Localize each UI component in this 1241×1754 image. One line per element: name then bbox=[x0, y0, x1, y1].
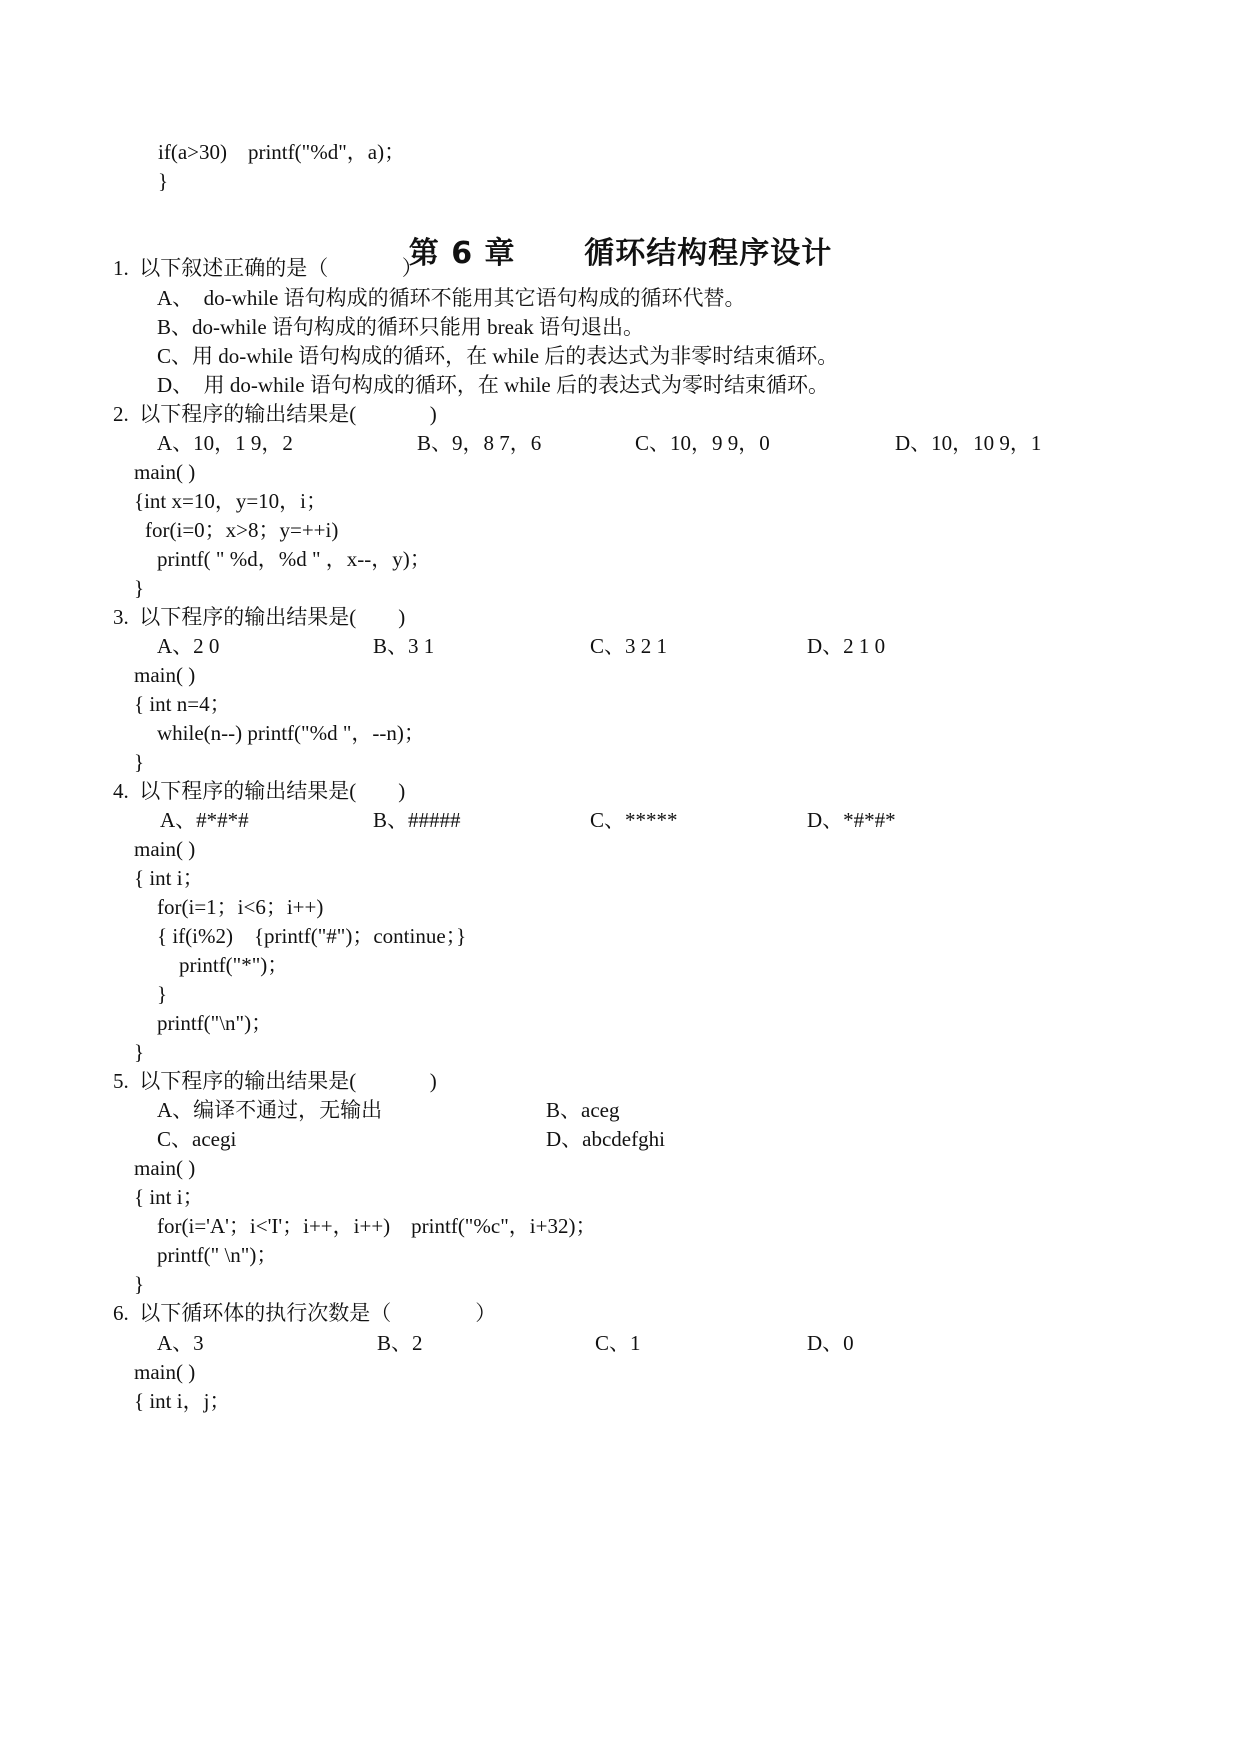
question-1-option-b: B、do-while 语句构成的循环只能用 break 语句退出。 bbox=[157, 315, 645, 339]
question-6-option-d: D、0 bbox=[807, 1331, 854, 1355]
question-3-code-line: { int n=4； bbox=[134, 692, 231, 716]
question-6-option-c: C、1 bbox=[595, 1331, 641, 1355]
question-2-code-line: {int x=10，y=10，i； bbox=[134, 489, 328, 513]
question-4-option-c: C、***** bbox=[590, 808, 678, 832]
question-2-option-b: B、9，8 7，6 bbox=[417, 431, 542, 455]
question-4-code-line: } bbox=[157, 982, 168, 1006]
question-4-code-line: } bbox=[134, 1040, 145, 1064]
question-4-code-line: printf("*")； bbox=[179, 953, 289, 977]
question-4-code-line: printf("\n")； bbox=[157, 1011, 273, 1035]
question-6-code-line: main( ) bbox=[134, 1360, 196, 1384]
question-4-code-line: { if(i%2) {printf("#")；continue；} bbox=[157, 924, 467, 948]
question-4-code-line: main( ) bbox=[134, 837, 196, 861]
question-6-stem: 6. 以下循环体的执行次数是（ ） bbox=[113, 1301, 497, 1325]
question-2-code-line: main( ) bbox=[134, 460, 196, 484]
question-1-stem: 1. 以下叙述正确的是（ ） bbox=[113, 256, 423, 280]
question-2-code-line: for(i=0；x>8；y=++i) bbox=[145, 518, 339, 542]
question-2-code-line: printf( " %d，%d " ，x--，y)； bbox=[157, 547, 431, 571]
question-5-option-b: B、aceg bbox=[546, 1098, 620, 1122]
question-4-code-line: for(i=1；i<6；i++) bbox=[157, 895, 324, 919]
question-1-option-d: D、 用 do-while 语句构成的循环，在 while 后的表达式为零时结束循环。 bbox=[157, 373, 829, 397]
question-4-option-d: D、*#*#* bbox=[807, 808, 896, 832]
question-3-code-line: } bbox=[134, 750, 145, 774]
question-5-code-line: } bbox=[134, 1272, 145, 1296]
question-3-stem: 3. 以下程序的输出结果是( ) bbox=[113, 605, 406, 629]
question-5-code-line: printf(" \n")； bbox=[157, 1243, 278, 1267]
question-3-option-a: A、2 0 bbox=[157, 634, 220, 658]
question-5-stem: 5. 以下程序的输出结果是( ) bbox=[113, 1069, 437, 1093]
question-5-option-c: C、acegi bbox=[157, 1127, 237, 1151]
question-5-code-line: { int i； bbox=[134, 1185, 204, 1209]
question-6-option-a: A、3 bbox=[157, 1331, 204, 1355]
chapter-title: 第 6 章 循环结构程序设计 bbox=[408, 236, 833, 271]
question-3-code-line: main( ) bbox=[134, 663, 196, 687]
question-3-code-line: while(n--) printf("%d "，--n)； bbox=[157, 721, 425, 745]
question-2-option-a: A、10，1 9，2 bbox=[157, 431, 293, 455]
question-4-option-a: A、#*#*# bbox=[160, 808, 249, 832]
question-5-option-a: A、编译不通过，无输出 bbox=[157, 1098, 383, 1122]
question-2-option-c: C、10，9 9，0 bbox=[635, 431, 770, 455]
question-5-code-line: main( ) bbox=[134, 1156, 196, 1180]
question-2-code-line: } bbox=[134, 576, 145, 600]
question-6-option-b: B、2 bbox=[377, 1331, 423, 1355]
question-3-option-d: D、2 1 0 bbox=[807, 634, 886, 658]
question-2-option-d: D、10，10 9，1 bbox=[895, 431, 1042, 455]
question-5-option-d: D、abcdefghi bbox=[546, 1127, 665, 1151]
question-6-code-line: { int i，j； bbox=[134, 1389, 231, 1413]
question-3-option-c: C、3 2 1 bbox=[590, 634, 668, 658]
question-5-code-line: for(i='A'；i<'I'；i++，i++) printf("%c"，i+32)； bbox=[157, 1214, 597, 1238]
question-3-option-b: B、3 1 bbox=[373, 634, 435, 658]
question-4-option-b: B、##### bbox=[373, 808, 461, 832]
question-4-stem: 4. 以下程序的输出结果是( ) bbox=[113, 779, 406, 803]
question-4-code-line: { int i； bbox=[134, 866, 204, 890]
question-1-option-a: A、 do-while 语句构成的循环不能用其它语句构成的循环代替。 bbox=[157, 286, 746, 310]
prev-code-line-2: } bbox=[158, 169, 169, 193]
question-2-stem: 2. 以下程序的输出结果是( ) bbox=[113, 402, 437, 426]
prev-code-line-1: if(a>30) printf("%d"，a)； bbox=[158, 140, 406, 164]
question-1-option-c: C、用 do-while 语句构成的循环，在 while 后的表达式为非零时结束循环。 bbox=[157, 344, 839, 368]
